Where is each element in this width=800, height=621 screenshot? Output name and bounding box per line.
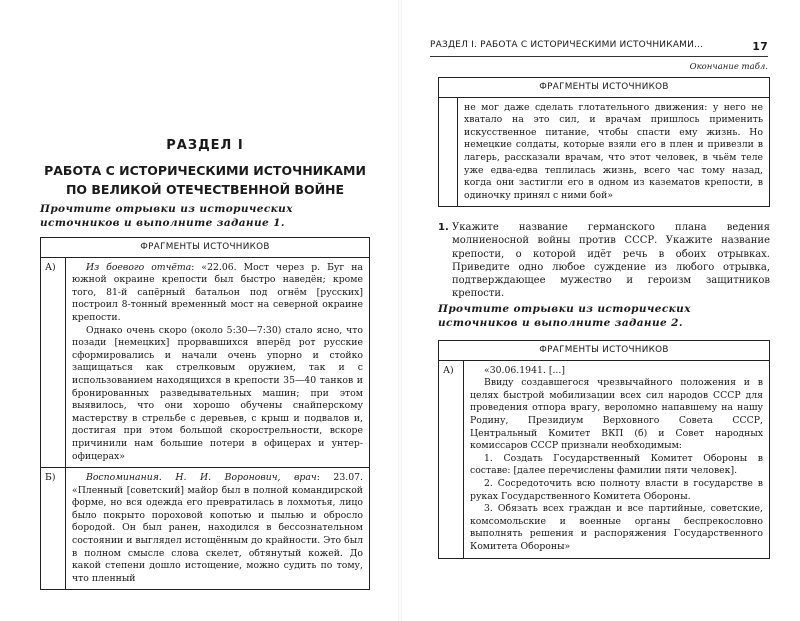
fragment-date: «30.06.1941. [...] <box>484 364 565 376</box>
fragment-text: 3. Обязать всех граждан и все партийные, советские, комсомольские и военные органы беспрекословно выполнять решения и распоряжения Государственного Комитета Обороны» <box>470 503 763 552</box>
sources-table-1 <box>40 237 370 590</box>
fragment-source: Воспоминания. Н. И. Воронович, врач <box>86 472 317 484</box>
table-header: ФРАГМЕНТЫ ИСТОЧНИКОВ <box>439 341 770 361</box>
sources-table-continued <box>438 77 770 207</box>
right-page <box>400 0 800 621</box>
fragment-text: 1. Создать Государственный Комитет Обороны в составе: [далее перечислены фамилии пяти человек]. <box>470 452 763 477</box>
running-head <box>430 40 768 57</box>
section-title-line-2: ПО ВЕЛИКОЙ ОТЕЧЕСТВЕННОЙ ВОЙНЕ <box>65 182 345 197</box>
task-1 <box>438 221 770 301</box>
fragment-text: Однако очень скоро (около 5:30—7:30) стало ясно, что позади [немецких] прорвавшихся вперёд рот русские сформировались и начали очень упорно и стойко защищаться как стрелковым оружием, так и с использованием находящихся в крепости 35—40 танков и бронированных разведывательных машин; при этом выявилось, что они хорошо обучены снайперскому мастерству в стрельбе с деревьев, с крыш и подвалов и, достигая при этом большой скорострельности, вскоре причинили нам большие потери в офицерах и унтер-офицерах» <box>72 324 363 462</box>
fragment-source: Из боевого отчёта <box>86 261 192 273</box>
fragment-a <box>439 360 770 558</box>
instruction-2: Прочтите отрывки из исторических источников и выполните задание 2. <box>438 303 691 329</box>
table-continuation-note: Окончание табл. <box>689 62 768 72</box>
fragment-a <box>41 257 370 468</box>
section-number: РАЗДЕЛ I <box>166 138 244 153</box>
fragment-label: А) <box>41 257 66 468</box>
fragment-label: Б) <box>41 468 66 590</box>
fragment-text: Ввиду создавшегося чрезвычайного положения и в целях быстрой мобилизации всех сил народов СССР для проведения отпора врагу, вероломно напавшему на нашу Родину, Президиум Верховного Совета СССР, Центральный Комитет ВКП (б) и Совет народных комиссаров СССР признали необходимым: <box>470 377 763 452</box>
instruction-1: Прочтите отрывки из исторических источников и выполните задание 1. <box>40 203 293 229</box>
task-text: Укажите название германского плана ведения молниеносной войны против СССР. Укажите название крепости, о которой идёт речь в обоих отрывках. Приведите одно любое суждение из любого отрывка, подтверждающее мужество и героизм защитников крепости. <box>452 222 770 300</box>
table-header: ФРАГМЕНТЫ ИСТОЧНИКОВ <box>41 238 370 258</box>
sources-table-2 <box>438 340 770 559</box>
section-title-line-1: РАБОТА С ИСТОРИЧЕСКИМИ ИСТОЧНИКАМИ <box>44 163 366 178</box>
fragment-text: не мог даже сделать глотательного движения: у него не хватало на это сил, и врачам пришлось применить искусственное питание, чтобы спасти ему жизнь. Но немецкие солдаты, которые взяли его в плен и привезли в лагерь, рассказали врачам, что этот человек, в чьём теле уже едва-едва теплилась жизнь, всего час тому назад, когда они застигли его в одном из казематов крепости, в одиночку принял с ними бой» <box>464 101 763 201</box>
running-head-title: РАЗДЕЛ I. РАБОТА С ИСТОРИЧЕСКИМИ ИСТОЧНИКАМИ... <box>430 40 704 50</box>
page-number: 17 <box>752 40 768 53</box>
fragment-text: : 23.07. «Пленный [советский] майор был в полной командирской форме, но вся одежда его превратилась в лохмотья, лицо было покрыто пороховой копотью и пылью и обросло бородой. Он был ранен, находился в бессознательном состоянии и выглядел истощённым до крайности. Это был в полном смысле слова скелет, обтянутый кожей. До какой степени дошло истощение, можно судить по тому, что пленный <box>72 472 363 584</box>
fragment-text: 2. Сосредоточить всю полноту власти в государстве в руках Государственного Комитета Обороны. <box>470 477 763 502</box>
fragment-b <box>41 468 370 590</box>
fragment-b-continuation <box>439 97 770 207</box>
task-number: 1. <box>438 222 449 233</box>
fragment-label: А) <box>439 360 464 558</box>
fragment-text: : «22.06. Мост через р. Буг на южной окраине крепости был быстро наведён; кроме того, 81-й сапёрный батальон под огнём [русских] построил 8-тонный временный мост на северной окраине крепости. <box>72 261 363 323</box>
section-title <box>40 138 370 199</box>
table-header: ФРАГМЕНТЫ ИСТОЧНИКОВ <box>439 78 770 98</box>
